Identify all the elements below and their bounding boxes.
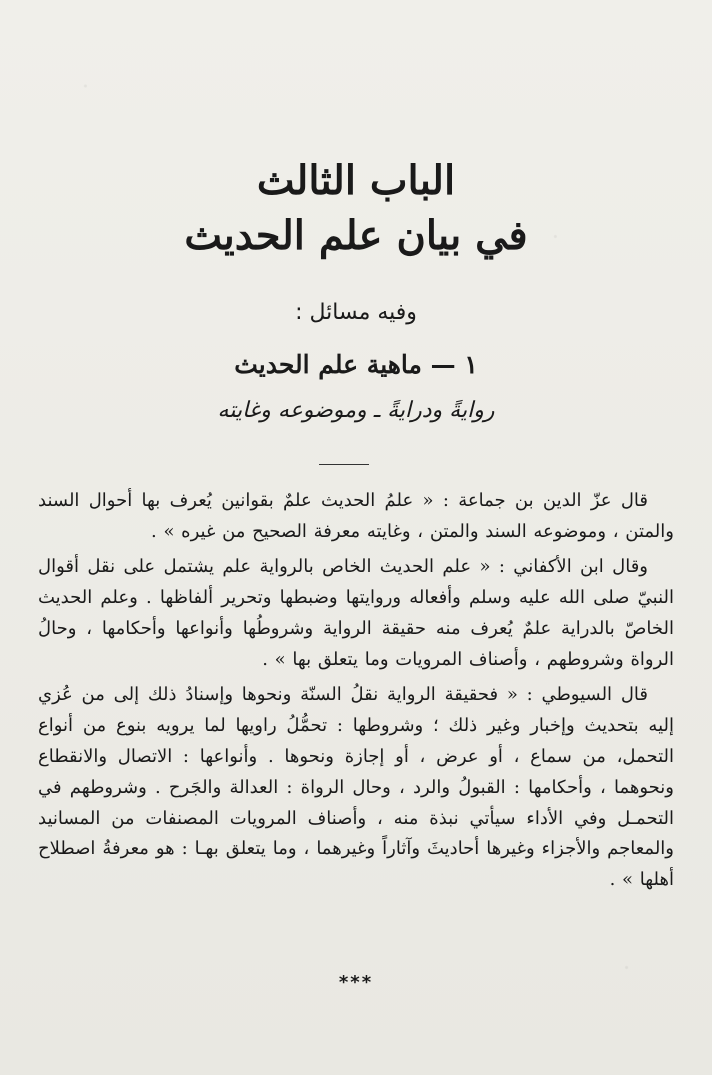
ornament-stars: *** [338, 972, 374, 993]
paragraph-2: وقال ابن الأكفاني : « علم الحديث الخاص بالرواية علم يشتمل على نقل أقوال النبيّ صلى الله عليه وسلم وأفعاله وروايتها وضبطها وتحرير ألفاظها . وعلم الحديث الخاصّ بالدراية علمٌ يُعرف منه حقيقة الرواية وشروطُها وأنواعها وأحكامها ، وحالُ الرواة وشروطهم ، وأصناف المرويات وما يتعلق بها » . [38, 555, 674, 670]
section-subheading: روايةً ودرايةً ـ وموضوعه وغايته [217, 398, 495, 423]
section-divider [319, 464, 369, 465]
paragraph-1: قال عزّ الدين بن جماعة : « علمُ الحديث علمٌ بقوانين يُعرف بها أحوال السند والمتن ، وموضوعه السند والمتن ، وغايته معرفة الصحيح من غيره » . [38, 490, 674, 542]
issues-line: وفيه مسائل : [295, 300, 417, 325]
body-text [38, 486, 674, 900]
section-heading: ١ — ماهية علم الحديث [234, 350, 478, 379]
chapter-title-block [0, 157, 712, 259]
paragraph-3: قال السيوطي : « فحقيقة الرواية نقلُ السنّة ونحوها وإسنادُ ذلك إلى من عُزي إليه بتحديث وإخبار وغير ذلك ؛ وشروطها : تحمُّلُ راويها لما يرويه بنوع من أنواع التحمل، من سماع ، أو عرض ، أو إجازة ونحوها . وأنواعها : الاتصال والانقطاع ونحوهما ، وأحكامها : القبولُ والرد ، وحال الرواة : العدالة والجَرح . وشروطهم في التحمـل وفي الأداء سيأتي نبذة منه ، وأصناف المرويات المصنفات من المسانيد والمعاجم والأجزاء وغيرها أحاديثَ وآثاراً وغيرهما ، وما يتعلق بهـا : هو معرفةُ اصطلاح أهلها » . [38, 683, 674, 891]
chapter-title: الباب الثالث [256, 157, 456, 204]
chapter-subtitle: في بيان علم الحديث [184, 212, 528, 259]
